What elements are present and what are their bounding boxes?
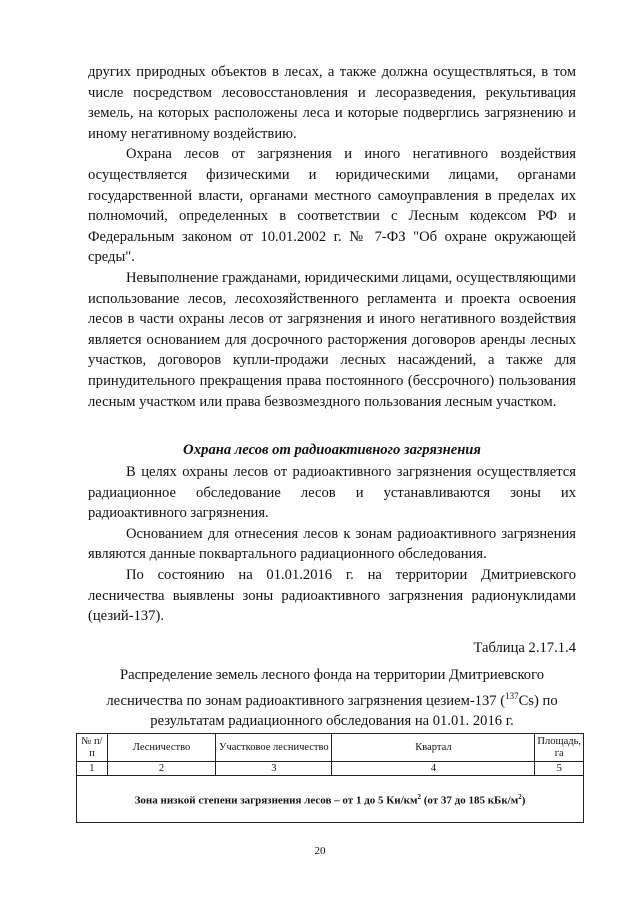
section-paragraph-3: По состоянию на 01.01.2016 г. на территории Дмитриевского лесничества выявлены зоны радиоактивного загрязнения радионуклидами (цезий-137). xyxy=(88,566,576,625)
table-header-row xyxy=(77,734,584,762)
caption-isotope-symbol: Cs xyxy=(518,692,534,709)
header-number: № п/п xyxy=(77,734,108,762)
header-area: Площадь, га xyxy=(535,734,584,762)
paragraph-2: Охрана лесов от загрязнения и иного негативного воздействия осуществляется физическими и юридическими лицами, органами государственной власти, органами местного самоуправления в пределах их полномочий, определенных в соответствии с Лесным кодексом РФ и Федеральным законом от 10.01.2002 г. № 7-ФЗ "Об охране окружающей среды". xyxy=(88,146,576,266)
zone-sup-1: 2 xyxy=(417,793,421,802)
forest-zone-table xyxy=(76,733,584,823)
table-zone-row xyxy=(77,776,584,823)
paragraph-1: других природных объектов в лесах, а также должна осуществляться, в том числе посредством лесовосстановления и лесоразведения, рекультивация земель, на которых расположены леса и которые подверглись загрязнению и иному негативному воздействию. xyxy=(88,64,576,142)
zone-text-b: (от 37 до 185 кБк/м xyxy=(420,794,519,807)
zone-cell xyxy=(77,776,584,823)
body-text xyxy=(88,62,576,412)
zone-text-c: ) xyxy=(521,794,526,807)
caption-isotope-mass: 137 xyxy=(505,690,519,701)
paragraph-3: Невыполнение гражданами, юридическими лицами, осуществляющими использование лесов, лесохозяйственного регламента и проекта освоения лесов в части охраны лесов от загрязнения и иного негативного воздействия является основанием для досрочного расторжения договоров аренды лесных участков, договоров купли-продажи лесных насаждений, а также для принудительного прекращения права постоянного (бессрочного) пользования лесным участком или права безвозмездного пользования лесным участком. xyxy=(88,269,576,410)
page-number: 20 xyxy=(314,845,326,857)
header-forestry: Лесничество xyxy=(107,734,215,762)
table-number: Таблица 2.17.1.4 xyxy=(473,640,576,656)
zone-text-a: Зона низкой степени загрязнения лесов – от 1 до 5 Ки/км xyxy=(134,794,418,807)
col-number-1: 1 xyxy=(77,762,108,776)
table-caption xyxy=(88,665,576,732)
section-text xyxy=(88,462,576,627)
section-paragraph-2: Основанием для отнесения лесов к зонам радиоактивного загрязнения являются данные поквартального радиационного обследования. xyxy=(88,525,576,563)
col-number-5: 5 xyxy=(535,762,584,776)
zone-sup-2: 2 xyxy=(518,793,522,802)
header-district-forestry: Участковое лесничество xyxy=(216,734,332,762)
col-number-4: 4 xyxy=(332,762,535,776)
caption-part-2: ) по результатам радиационного обследования на 01.01. 2016 г. xyxy=(150,692,558,730)
col-number-2: 2 xyxy=(107,762,215,776)
section-paragraph-1: В целях охраны лесов от радиоактивного загрязнения осуществляется радиационное обследование лесов и устанавливаются зоны их радиоактивного загрязнения. xyxy=(88,464,576,522)
table-number-row xyxy=(77,762,584,776)
col-number-3: 3 xyxy=(216,762,332,776)
caption-part-1: Распределение земель лесного фонда на территории Дмитриевского лесничества по зонам радиоактивного загрязнения цезием-137 ( xyxy=(106,667,545,709)
section-heading: Охрана лесов от радиоактивного загрязнения xyxy=(183,442,481,458)
header-quarter: Квартал xyxy=(332,734,535,762)
